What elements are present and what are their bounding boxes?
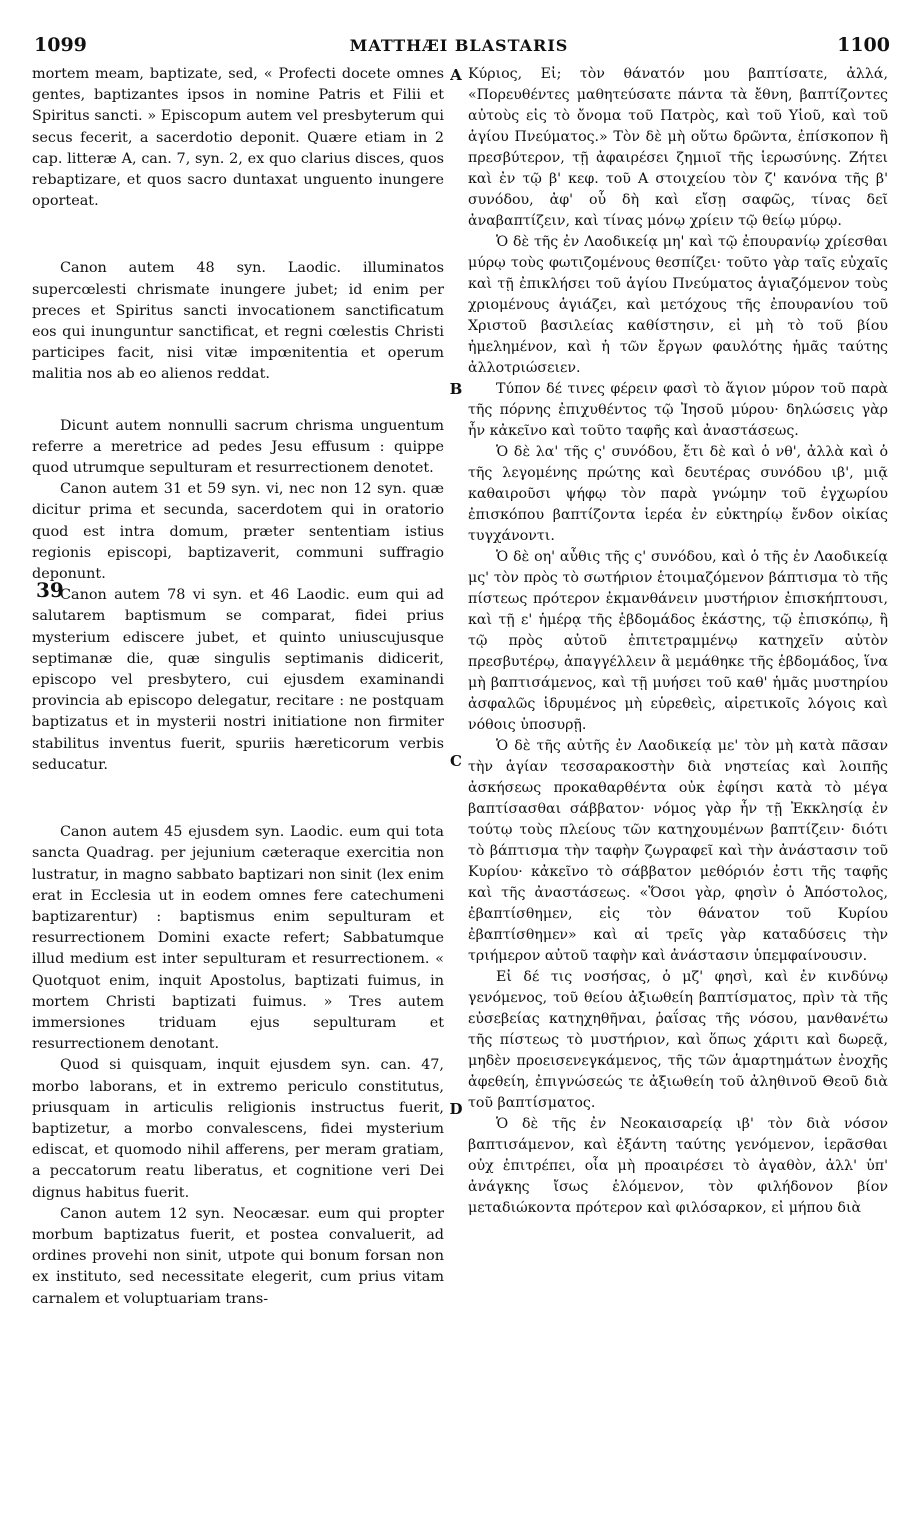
- latin-paragraph: Dicunt autem nonnulli sacrum chrisma unguentum referre a meretrice ad pedes Jesu effusum : quippe quod utrumque sepulturam et resurrectionem denotet.: [32, 417, 444, 477]
- margin-letter-c: C: [450, 752, 462, 770]
- margin-letter-a: A: [450, 66, 462, 84]
- latin-paragraph: mortem meam, baptizate, sed, « Profecti docete omnes gentes, baptizantes ipsos in nomine Patris et Filii et Spiritus sancti. » Episcopum autem vel presbyterum qui secus fecerit, a sacerdotio deponit. Quære etiam in 2 cap. litteræ A, can. 7, syn. 2, ex quo clarius disces, quos rebaptizare, et quos sacro duntaxat unguento inungere oporteat.: [32, 66, 444, 210]
- latin-paragraph: Quod si quisquam, inquit ejusdem syn. can. 47, morbo laborans, et in extremo periculo constitutus, priusquam in articulis religionis instructus fuerit, baptizetur, a morbo convalescens, fidei mysterium ediscat, et quomodo nihil afferens, per meram gratiam, a peccatorum reatu liberatus, et cognitione veri Dei dignus habitus fuerit.: [32, 1057, 444, 1201]
- greek-paragraph: Τύπον δέ τινες φέρειν φασὶ τὸ ἅγιον μύρον τοῦ παρὰ τῆς πόρνης ἐπιχυθέντος τῷ Ἰησοῦ μύρου· δηλώσεις γὰρ ἦν κἀκεῖνο καὶ τοῦτο ταφῆς καὶ ἀναστάσεως.: [468, 381, 888, 439]
- greek-paragraph: Ὁ δὲ τῆς αὐτῆς ἐν Λαοδικείᾳ με' τὸν μὴ κατὰ πᾶσαν τὴν ἁγίαν τεσσαρακοστὴν διὰ νηστείας καὶ λοιπῆς ἀσκήσεως προκαθαρθέντα οὐκ ἐφίησι κατὰ τὸ μέγα βαπτίσασθαι σάββατον· νόμος γὰρ ἦν τῇ Ἐκκλησίᾳ ἐν τούτῳ τοὺς πλείους τῶν κατηχουμένων βαπτίζειν· διότι τὸ βάπτισμα τὴν ταφὴν ζωγραφεῖ καὶ τὴν ἀνάστασιν τοῦ Κυρίου· κἀκεῖνο τὸ σάββατον μεθόριόν ἐστι τῆς ταφῆς καὶ τῆς ἀναστάσεως. «Ὅσοι γὰρ, φησὶν ὁ Ἀπόστολος, ἐβαπτίσθημεν, εἰς τὸν θάνατον τοῦ Κυρίου ἐβαπτίσθημεν» καὶ αἱ τρεῖς γὰρ καταδύσεις τὴν τριήμερον αὐτοῦ ταφὴν καὶ ἀνάστασιν ὑπεμφαίνουσιν.: [468, 738, 888, 964]
- latin-paragraph: Canon autem 78 vi syn. et 46 Laodic. eum qui ad salutarem baptismum se comparat, fidei prius mysterium ediscere jubet, et quinto uniuscujusque septimanæ die, quæ singulis septimanis didicerit, episcopo vel presbytero, cui ejusdem examinandi provincia ab episcopo delegatur, recitare : ne postquam baptizatus et in mysterii nostri initiatione non firmiter stabilitus inventus fuerit, spuriis hæreticorum verbis seducatur.: [32, 587, 444, 773]
- margin-letter-d: D: [449, 1100, 463, 1118]
- page-number-left: 1099: [34, 34, 87, 56]
- running-title: MATTHÆI BLASTARIS: [349, 36, 569, 55]
- greek-paragraph: Εἰ δέ τις νοσήσας, ὁ μζ' φησὶ, καὶ ἐν κινδύνῳ γενόμενος, τοῦ θείου ἀξιωθείη βαπτίσματος, πρὶν τὰ τῆς εὐσεβείας κατηχηθῆναι, ῥαΐσας τῆς νόσου, μανθανέτω τῆς πίστεως τὸ μυστήριον, καὶ ὅπως χάριτι καὶ δωρεᾷ, μηδὲν προεισενεγκάμενος, τῆς τῶν ἁμαρτημάτων ἐνοχῆς ἀφεθείη, ἐπιγνώσεώς τε ἀξιωθείη τοῦ ἀληθινοῦ Θεοῦ διὰ τοῦ βαπτίσματος.: [468, 969, 888, 1111]
- latin-paragraph: Canon autem 12 syn. Neocæsar. eum qui propter morbum baptizatus fuerit, et postea convaluerit, ad ordines provehi non sinit, utpote qui bonum forsan non ex instituto, sed necessitate elegerit, cum prius vitam carnalem et voluptuariam trans-: [32, 1205, 444, 1307]
- greek-paragraph: Ὁ δὲ λα' τῆς ς' συνόδου, ἔτι δὲ καὶ ὁ νθ', ἀλλὰ καὶ ὁ τῆς λεγομένης πρώτης καὶ δευτέρας συνόδου ιβ', μιᾷ καθαιροῦσι ψήφῳ τὸν παρὰ γνώμην τοῦ ἐγχωρίου ἐπισκόπου βαπτίζοντα ἱερέα ἐν εὐκτηρίῳ ἔνδον οἰκίας τυγχάνοντι.: [468, 444, 888, 544]
- latin-paragraph: Canon autem 45 ejusdem syn. Laodic. eum qui tota sancta Quadrag. per jejunium cæteraque exercitia non lustratur, in magno sabbato baptizari non sinit (lex enim erat in Ecclesia ut in eodem omnes fere catechumeni baptizarentur) : baptismus enim sepulturam et resurrectionem Domini exacte refert; Sabbatumque illud medium est inter sepulturam et resurrectionem. « Quotquot enim, inquit Apostolus, baptizati fuimus, in mortem Christi baptizati fuimus. » Tres autem immersiones triduam ejus sepulturam et resurrectionem denotant.: [32, 824, 444, 1053]
- latin-paragraph: Canon autem 48 syn. Laodic. illuminatos supercœlesti chrismate inungere jubet; id enim per preces et Spiritus sancti invocationem sanctificatum eos qui inunguntur sanctificat, et regni cœlestis Christi participes facit, nisi vitæ impœnitentia et operum malitia nos ab eo alienos reddat.: [32, 260, 444, 383]
- running-header: [28, 34, 890, 60]
- latin-column: [32, 64, 444, 1310]
- greek-paragraph: Κύριος, Εἰ; τὸν θάνατόν μου βαπτίσατε, ἀλλά, «Πορευθέντες μαθητεύσατε πάντα τὰ ἔθνη, βαπτίζοντες αὐτοὺς εἰς τὸ ὄνομα τοῦ Πατρὸς, καὶ τοῦ Υἱοῦ, καὶ τοῦ ἁγίου Πνεύματος.» Τὸν δὲ μὴ οὕτω δρῶντα, ἐπίσκοπον ἢ πρεσβύτερον, τῇ ἀφαιρέσει ζημιοῖ τῆς ἱερωσύνης. Ζήτει καὶ ἐν τῷ β' κεφ. τοῦ Α στοιχείου τὸν ζ' κανόνα τῆς β' συνόδου, ἀφ' οὗ δὴ καὶ εἴσῃ σαφῶς, τίνας δεῖ ἀναβαπτίζειν, καὶ τίνας μόνῳ χρίειν τῷ θείῳ μύρῳ.: [468, 66, 888, 229]
- greek-paragraph: Ὁ δὲ οη' αὖθις τῆς ς' συνόδου, καὶ ὁ τῆς ἐν Λαοδικείᾳ μς' τὸν πρὸς τὸ σωτήριον ἑτοιμαζόμενον βάπτισμα τὸ τῆς πίστεως πρότερον ἐκμανθάνειν μυστήριον ἐπισκήπτουσι, καὶ τῇ ε' ἡμέρᾳ τῆς ἑβδομάδος ἑκάστης, τῷ ἐπισκόπῳ, ἢ τῷ πρὸς αὐτοῦ ἐπιτετραμμένῳ κατηχεῖν αὐτὸν πρεσβυτέρῳ, ἀπαγγέλλειν ἃ μεμάθηκε τῆς ἑβδομάδος, ἵνα μὴ βαπτισάμενος, καὶ τῇ μυήσει τοῦ καθ' ἡμᾶς μυστηρίου ἀσφαλῶς ἱδρυμένος μὴ εὑρεθεὶς, αἱρετικοῖς λόγοις καὶ νόθοις ὑποσυρῇ.: [468, 549, 888, 733]
- latin-paragraph: Canon autem 31 et 59 syn. vi, nec non 12 syn. quæ dicitur prima et secunda, sacerdotem qui in oratorio quod est intra domum, præter sententiam istius regionis episcopi, baptizaverit, communi suffragio deponunt.: [32, 481, 444, 583]
- margin-letter-b: B: [449, 380, 463, 398]
- side-number: 39: [36, 578, 64, 602]
- page-number-right: 1100: [837, 34, 890, 56]
- greek-column: [468, 64, 888, 1219]
- greek-paragraph: Ὁ δὲ τῆς ἐν Νεοκαισαρείᾳ ιβ' τὸν διὰ νόσον βαπτισάμενον, καὶ ἐξάντη ταύτης γενόμενον, ἱερᾶσθαι οὐχ ἐπιτρέπει, οἷα μὴ προαιρέσει τὸ ἀγαθὸν, ἀλλ' ὑπ' ἀνάγκης ἴσως ἑλόμενον, τὸν φιλήδονον βίον μεταδιώκοντα πρότερον καὶ φιλόσαρκον, εἰ μήπου διὰ: [468, 1116, 888, 1216]
- greek-paragraph: Ὁ δὲ τῆς ἐν Λαοδικείᾳ μη' καὶ τῷ ἐπουρανίῳ χρίεσθαι μύρῳ τοὺς φωτιζομένους θεσπίζει· τοῦτο γὰρ ταῖς εὐχαῖς καὶ τῇ ἐπικλήσει τοῦ ἁγίου Πνεύματος ἁγιαζόμενον τοὺς χριομένους ἁγιάζει, καὶ μετόχους τῆς ἐπουρανίου τοῦ Χριστοῦ βασιλείας καθίστησιν, εἰ μὴ τὸ τοῦ βίου ἠμελημένον, καὶ ἡ τῶν ἔργων φαυλότης ἡμᾶς ταύτης ἀλλοτριώσειεν.: [468, 234, 888, 376]
